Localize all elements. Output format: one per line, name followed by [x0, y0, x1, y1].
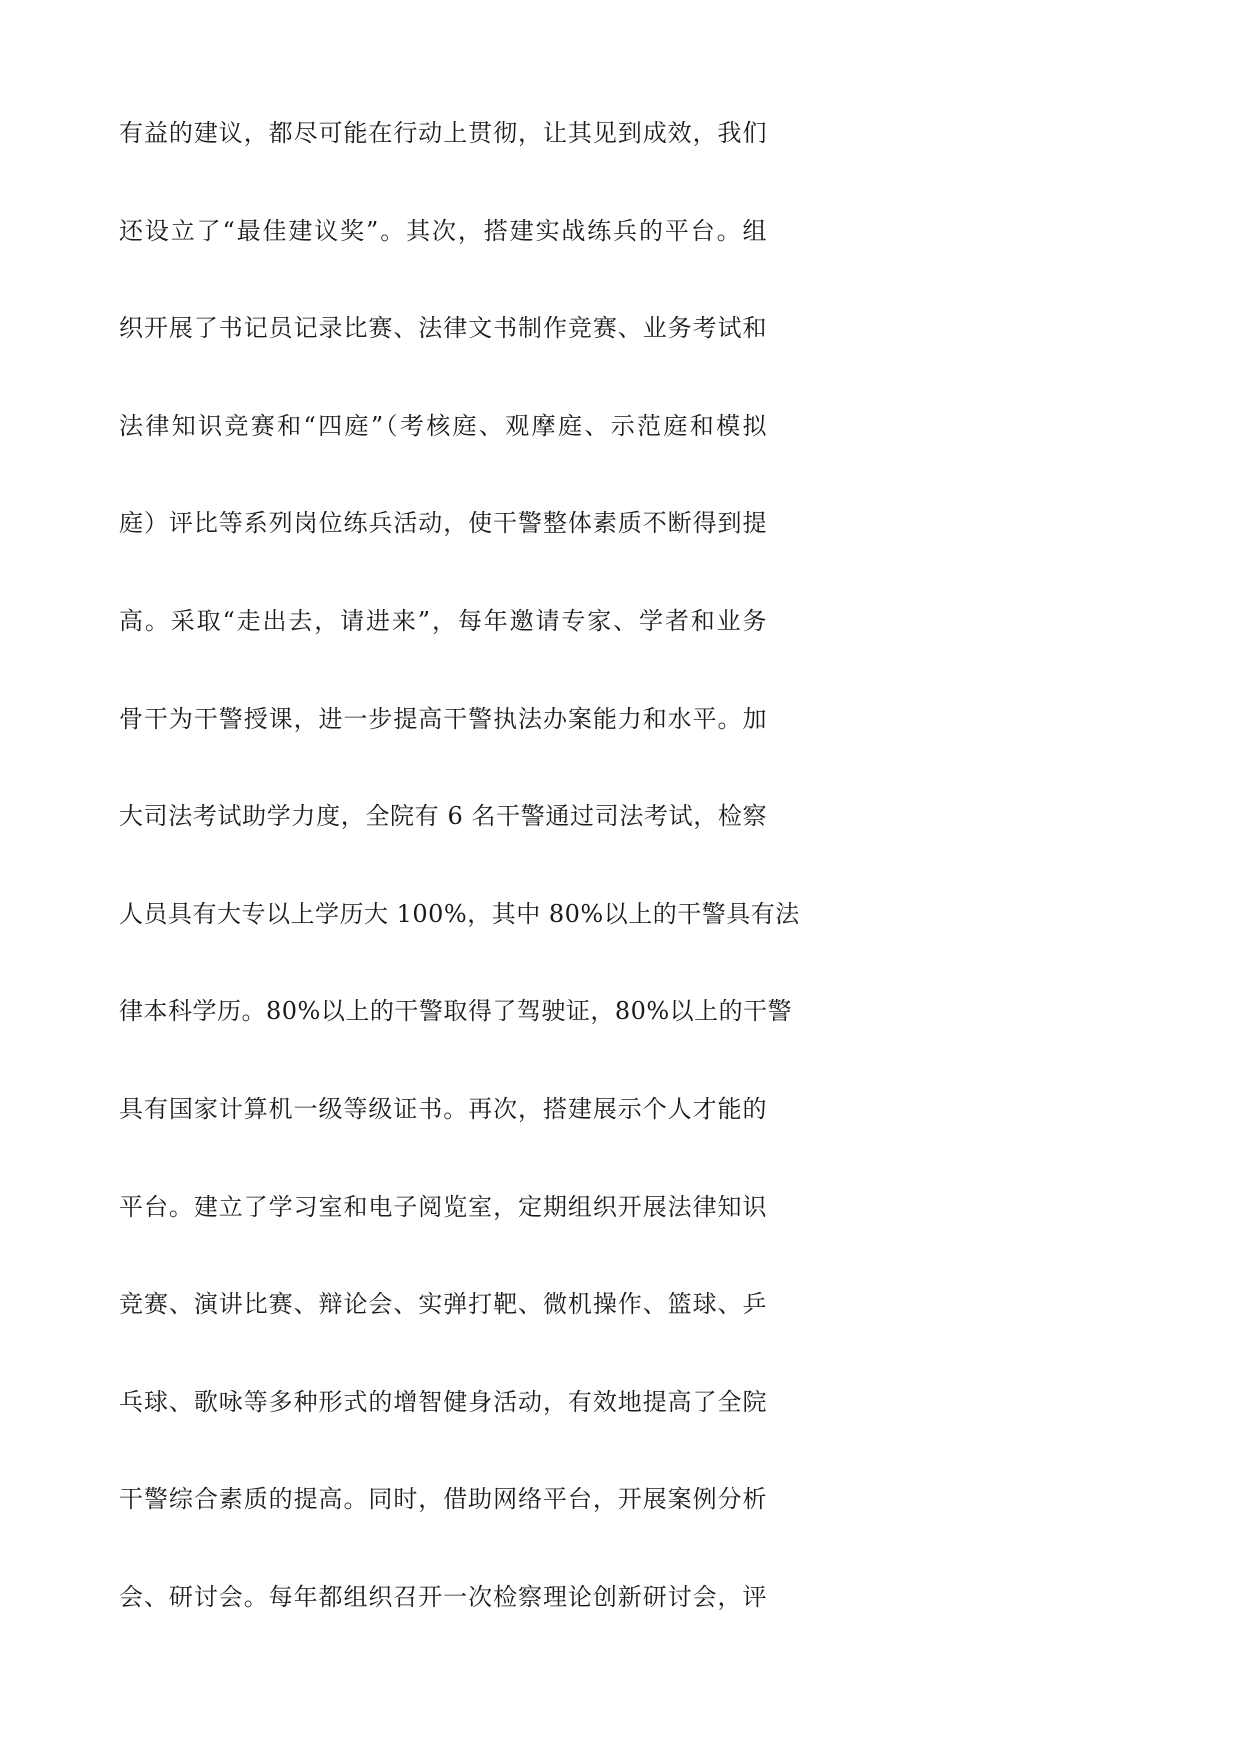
text-line: 还设立了“最佳建议奖”。其次，搭建实战练兵的平台。组	[119, 216, 767, 245]
text-line: 干警综合素质的提高。同时，借助网络平台，开展案例分析	[119, 1485, 767, 1514]
body-text	[119, 118, 800, 1680]
text-line: 人员具有大专以上学历大 100%，其中 80%以上的干警具有法	[119, 899, 800, 928]
text-line: 有益的建议，都尽可能在行动上贯彻，让其见到成效，我们	[119, 119, 767, 147]
text-line: 庭）评比等系列岗位练兵活动，使干警整体素质不断得到提	[119, 509, 767, 538]
text-line: 乓球、歌咏等多种形式的增智健身活动，有效地提高了全院	[119, 1387, 767, 1416]
text-line: 织开展了书记员记录比赛、法律文书制作竞赛、业务考试和	[119, 314, 767, 343]
text-line: 会、研讨会。每年都组织召开一次检察理论创新研讨会，评	[119, 1582, 767, 1611]
text-line: 平台。建立了学习室和电子阅览室，定期组织开展法律知识	[119, 1192, 767, 1221]
text-line: 骨干为干警授课，进一步提高干警执法办案能力和水平。加	[119, 704, 767, 733]
text-line: 具有国家计算机一级等级证书。再次，搭建展示个人才能的	[119, 1094, 767, 1123]
text-line: 竞赛、演讲比赛、辩论会、实弹打靶、微机操作、篮球、乒	[119, 1290, 767, 1319]
text-line: 法律知识竞赛和“四庭”（考核庭、观摩庭、示范庭和模拟	[119, 411, 767, 440]
text-line: 高。采取“走出去，请进来”，每年邀请专家、学者和业务	[119, 606, 767, 635]
text-line: 律本科学历。80%以上的干警取得了驾驶证，80%以上的干警	[119, 997, 793, 1026]
text-line: 大司法考试助学力度，全院有 6 名干警通过司法考试，检察	[119, 802, 767, 831]
